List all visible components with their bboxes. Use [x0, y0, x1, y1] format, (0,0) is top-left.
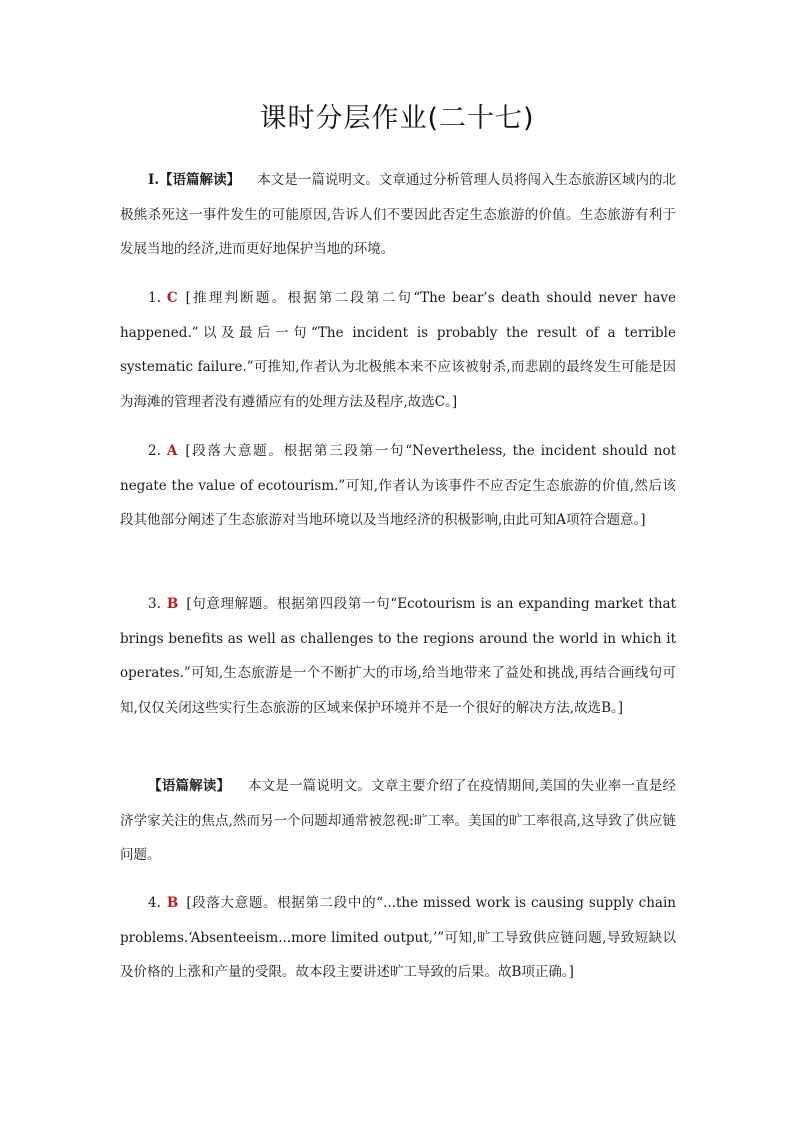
question-number: 3. [148, 596, 161, 612]
question-number: 2. [148, 443, 161, 459]
summary-text: 本文是一篇说明文。文章主要介绍了在疫情期间,美国的失业率一直是经济学家关注的焦点,然而另一个问题却通常被忽视:旷工率。美国的旷工率很高,这导致了供应链问题。 [120, 778, 676, 863]
section-label: Ⅰ.【语篇解读】 [148, 172, 241, 188]
section-label: 【语篇解读】 [148, 778, 231, 794]
question-3-explanation [120, 587, 676, 725]
question-4-explanation [120, 886, 676, 990]
question-1-explanation [120, 281, 676, 419]
answer-letter: C [166, 290, 178, 306]
question-number: 4. [148, 895, 161, 911]
answer-letter: B [166, 895, 179, 911]
summary-text: 本文是一篇说明文。文章通过分析管理人员将闯入生态旅游区域内的北极熊杀死这一事件发生的可能原因,告诉人们不要因此否定生态旅游的价值。生态旅游有利于发展当地的经济,进而更好地保护当地的环境。 [120, 172, 677, 257]
question-number: 1. [148, 290, 161, 306]
explanation-text: [段落大意题。根据第二段中的“...the missed work is causing supply chain problems.‘Absenteeism...more limited output,’”可知,旷工导致供应链问题,导致短缺以及价格的上涨和产量的受限。故本段主要讲述旷工导致的后果。故B项正确。] [120, 895, 676, 980]
question-2-explanation [120, 434, 676, 538]
passage-summary-1 [120, 163, 676, 267]
answer-letter: B [166, 596, 179, 612]
explanation-text: [句意理解题。根据第四段第一句“Ecotourism is an expanding market that brings benefits as well as challenges to the regions around the world in which it operates.”可知,生态旅游是一个不断扩大的市场,给当地带来了益处和挑战,再结合画线句可知,仅仅关闭这些实行生态旅游的区域来保护环境并不是一个很好的解决方法,故选B。] [120, 596, 676, 716]
page-title: 课时分层作业(二十七) [259, 103, 535, 134]
explanation-text: [推理判断题。根据第二段第二句“The bear’s death should never have happened.”以及最后一句“The incident is probably the result of a terrible systematic failure.”可推知,作者认为北极熊本来不应该被射杀,而悲剧的最终发生可能是因为海滩的管理者没有遵循应有的处理方法及程序,故选C。] [120, 290, 676, 410]
passage-summary-2 [120, 769, 676, 873]
answer-letter: A [166, 443, 178, 459]
explanation-text: [段落大意题。根据第三段第一句“Nevertheless, the incident should not negate the value of ecotourism.”可知,作者认为该事件不应否定生态旅游的价值,然后该段其他部分阐述了生态旅游对当地环境以及当地经济的积极影响,由此可知A项符合题意。] [120, 443, 676, 528]
